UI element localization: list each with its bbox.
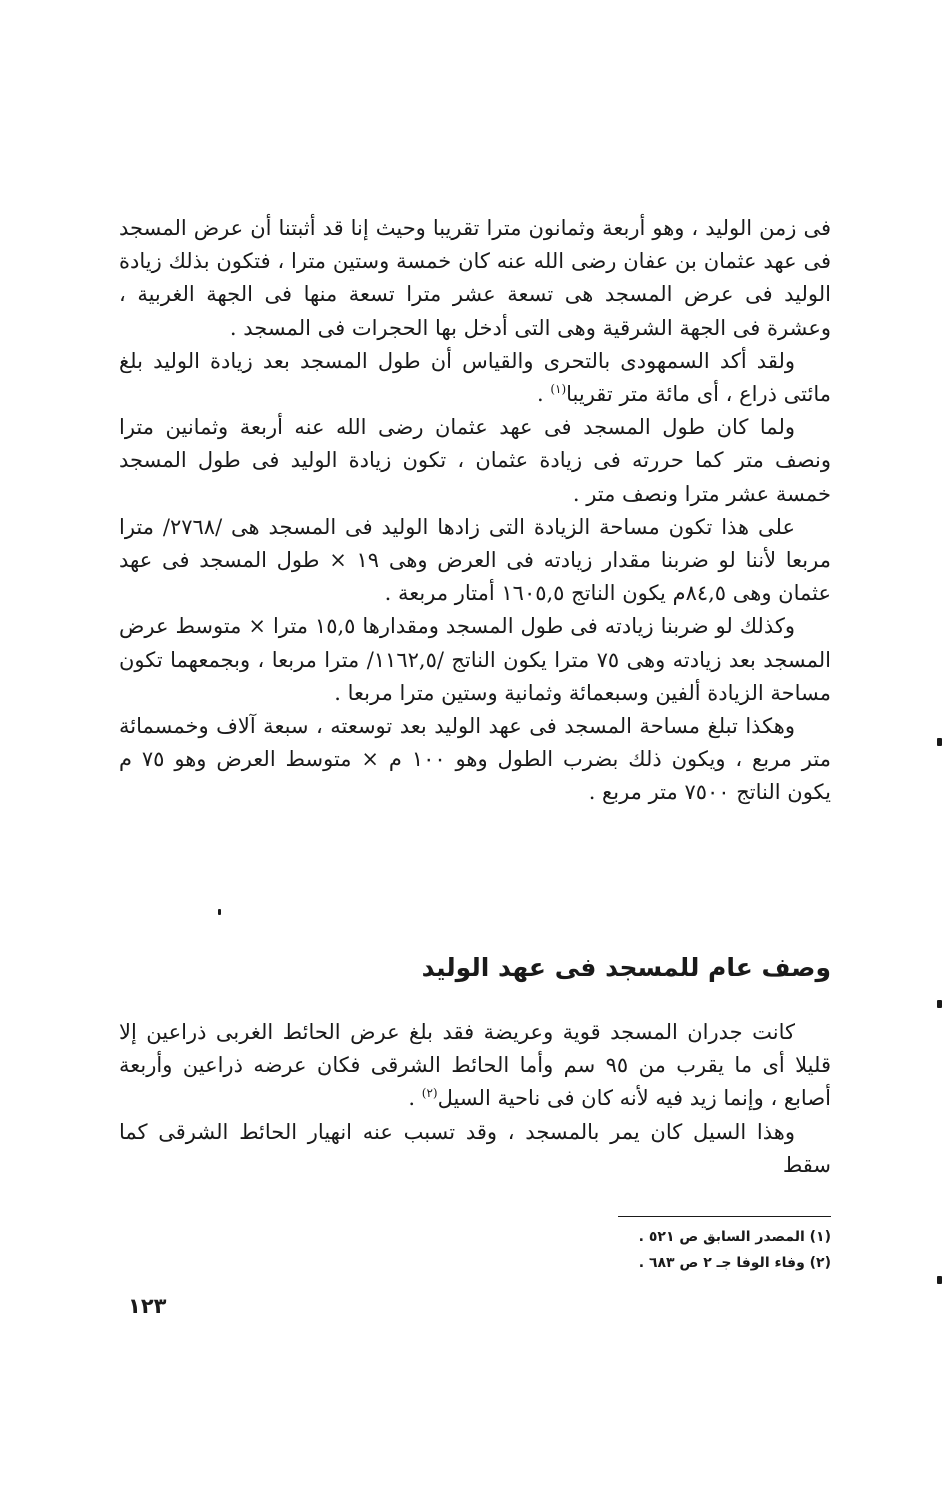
- section-heading-wrap: [119, 948, 831, 988]
- section-paragraph-2: وهذا السيل كان يمر بالمسجد ، وقد تسبب عنه انهيار الحائط الشرقى كما سقط: [119, 1119, 831, 1177]
- paragraph-2-text: ولقد أكد السمهودى بالتحرى والقياس أن طول المسجد بعد زيادة الوليد بلغ مائتى ذراع ، أى مائة متر تقريبا: [119, 348, 831, 407]
- paragraph-2-tail: .: [536, 382, 551, 407]
- footnote-1: (١) المصدر السابق ص ٥٢١ .: [638, 1229, 831, 1245]
- section-paragraph-1: [119, 1016, 831, 1116]
- paragraph-4: على هذا تكون مساحة الزيادة التى زادها الوليد فى المسجد هى /٢٧٦٨/ مترا مربعا لأننا لو ضربنا مقدار زيادته فى العرض وهى ١٩ × طول المسجد فى عهد عثمان وهى ٨٤,٥م يكون الناتج ١٦٠٥,٥ أمتار مربعة .: [119, 514, 831, 606]
- paragraph-3: ولما كان طول المسجد فى عهد عثمان رضى الله عنه أربعة وثمانين مترا ونصف متر كما حررته فى زيادة عثمان ، تكون زيادة الوليد فى طول المسجد خمسة عشر مترا ونصف متر .: [119, 415, 831, 506]
- footnote-ref-2: (٢): [421, 1086, 438, 1101]
- section-paragraph-1-text: كانت جدران المسجد قوية وعريضة فقد بلغ عرض الحائط الغربى ذراعين إلا قليلا أى ما يقرب من ٩٥ سم وأما الحائط الشرقى فكان عرضه ذراعين وأربعة أصابع ، وإنما زيد فيه لأنه كان فى ناحية السيل: [119, 1020, 831, 1111]
- page-number: ١٢٣: [128, 1294, 167, 1318]
- section-heading: وصف عام للمسجد فى عهد الوليد: [421, 953, 831, 982]
- scan-mark: [937, 1000, 942, 1008]
- section-text: [119, 1016, 831, 1182]
- footnotes: [119, 1224, 831, 1276]
- scan-speck: [218, 909, 221, 915]
- paragraph-2: [119, 345, 831, 411]
- paragraph-6: وهكذا تبلغ مساحة المسجد فى عهد الوليد بعد توسعته ، سبعة آلاف وخمسمائة متر مربع ، ويكون ذلك بضرب الطول وهو ١٠٠ م × متوسط العرض وهو ٧٥ م يكون الناتج ٧٥٠٠ متر مربع .: [119, 714, 831, 805]
- footnote-ref-1: (١): [550, 382, 567, 397]
- body-text: [119, 212, 831, 810]
- paragraph-5: وكذلك لو ضربنا زيادته فى طول المسجد ومقدارها ١٥,٥ مترا × متوسط عرض المسجد بعد زيادته وهى ٧٥ مترا يكون الناتج /١١٦٢,٥/ مترا مربعا ، وبجمعهما تكون مساحة الزيادة ألفين وسبعمائة وثمانية وستين مترا مربعا .: [119, 614, 831, 705]
- footnote-2: (٢) وفاء الوفا جـ ٢ ص ٦٨٣ .: [638, 1255, 831, 1271]
- scan-mark: [937, 738, 942, 746]
- section-paragraph-1-tail: .: [408, 1086, 422, 1111]
- footnote-divider: [618, 1216, 831, 1217]
- scan-mark: [937, 1276, 942, 1284]
- paragraph-1: فى زمن الوليد ، وهو أربعة وثمانون مترا تقريبا وحيث إنا قد أثبتنا أن عرض المسجد فى عهد عثمان بن عفان رضى الله عنه كان خمسة وستين مترا ، فتكون بذلك زيادة الوليد فى عرض المسجد هى تسعة عشر مترا تسعة منها فى الجهة الغربية ، وعشرة فى الجهة الشرقية وهى التى أدخل بها الحجرات فى المسجد .: [119, 216, 831, 340]
